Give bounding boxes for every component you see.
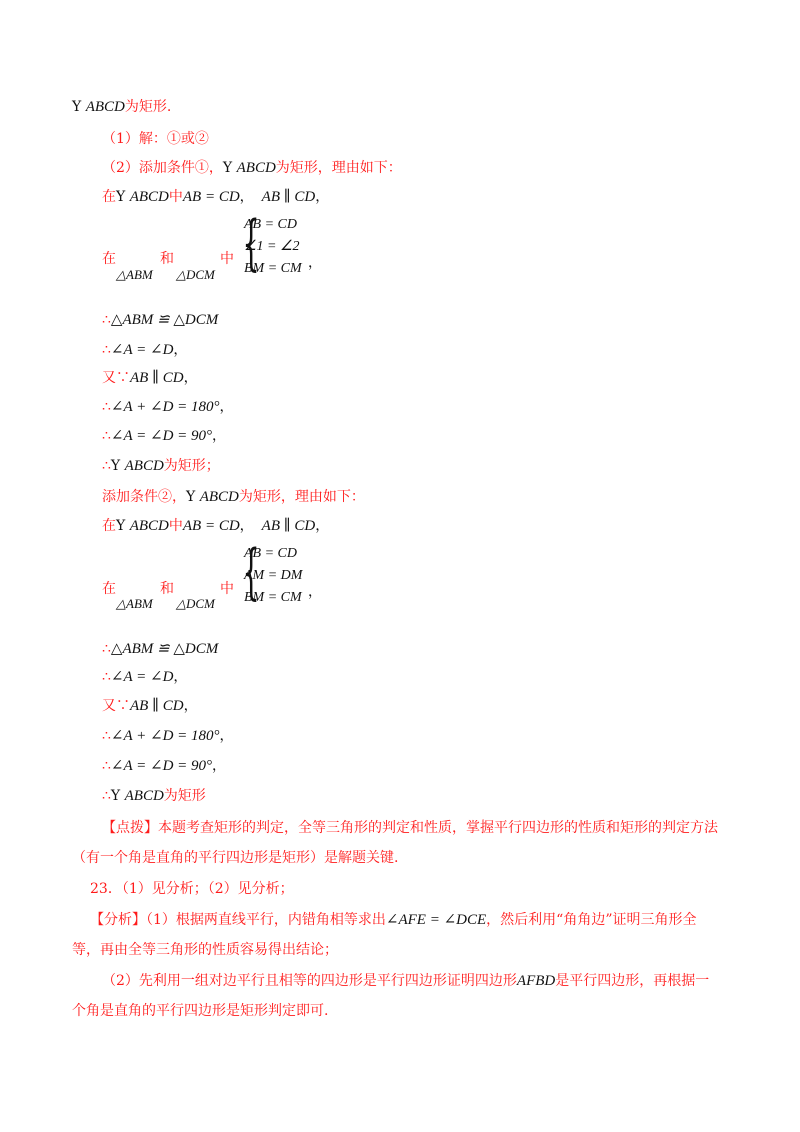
text-he: 和 bbox=[160, 251, 174, 267]
because-symbol: 又∵ bbox=[102, 370, 130, 386]
left-brace: { bbox=[242, 208, 260, 278]
comma: ， bbox=[315, 518, 330, 534]
math-row: AM = DM bbox=[244, 568, 303, 583]
math-angle: ∠AFE = ∠DCE bbox=[385, 912, 487, 928]
therefore-symbol: ∴ bbox=[102, 669, 111, 685]
comma: ， bbox=[212, 758, 227, 774]
line-17 bbox=[102, 757, 226, 775]
therefore-symbol: ∴ bbox=[102, 728, 111, 744]
math-eq: AB = CD bbox=[182, 189, 240, 205]
math-afbd: AFBD bbox=[516, 973, 556, 989]
analysis-line-1 bbox=[90, 911, 696, 929]
line-1 bbox=[72, 98, 171, 116]
math-row: BM = CM bbox=[244, 590, 302, 605]
analysis-line-3 bbox=[102, 972, 709, 990]
math: ∠A = ∠D bbox=[110, 669, 174, 685]
line-13 bbox=[102, 640, 218, 658]
line-7 bbox=[102, 369, 198, 387]
line-15 bbox=[102, 697, 198, 715]
text: 为矩形； bbox=[163, 458, 220, 474]
therefore-symbol: ∴ bbox=[102, 788, 111, 804]
because-symbol: 又∵ bbox=[102, 698, 130, 714]
math: ∠A = ∠D = 90° bbox=[110, 758, 213, 774]
math-triangle-abm: △ABM bbox=[116, 596, 153, 611]
line-14 bbox=[102, 668, 187, 686]
answer-1: （1）解：①或② bbox=[102, 131, 209, 147]
therefore-symbol: ∴ bbox=[102, 641, 111, 657]
parallelogram-symbol: Y bbox=[116, 518, 130, 534]
parallelogram-symbol: Y bbox=[110, 458, 125, 474]
analysis-line-4 bbox=[72, 1002, 328, 1020]
text: （2）添加条件①， bbox=[102, 160, 223, 176]
analysis-text: 等，再由全等三角形的性质容易得出结论； bbox=[72, 942, 338, 958]
text: 中 bbox=[168, 518, 183, 534]
therefore-symbol: ∴ bbox=[102, 758, 111, 774]
math-row: ∠1 = ∠2 bbox=[244, 239, 300, 254]
line-9 bbox=[102, 427, 226, 445]
line-11 bbox=[102, 488, 365, 506]
analysis-text: 个角是直角的平行四边形是矩形判定即可. bbox=[72, 1003, 329, 1019]
line-2 bbox=[102, 130, 209, 148]
text-zai: 在 bbox=[102, 581, 116, 597]
comma: ， bbox=[239, 189, 254, 205]
comma: ， bbox=[308, 584, 322, 600]
text: 中 bbox=[168, 189, 183, 205]
math-parallel: AB ∥ CD bbox=[261, 518, 316, 534]
comma: ， bbox=[212, 428, 227, 444]
comma: ， bbox=[183, 698, 198, 714]
math: ∠A + ∠D = 180° bbox=[110, 399, 220, 415]
math: ∠A + ∠D = 180° bbox=[110, 728, 220, 744]
math-triangle-dcm: △DCM bbox=[176, 267, 215, 282]
analysis-text: （2）先利用一组对边平行且相等的四边形是平行四边形证明四边形 bbox=[102, 973, 517, 989]
therefore-symbol: ∴ bbox=[102, 458, 111, 474]
math-congruent: △ABM ≌ △DCM bbox=[110, 641, 219, 657]
math-abcd: ABCD bbox=[129, 189, 169, 205]
math-abcd: ABCD bbox=[124, 788, 164, 804]
math-abcd: ABCD bbox=[129, 518, 169, 534]
text-zhong: 中 bbox=[220, 581, 234, 597]
comma: ， bbox=[183, 370, 198, 386]
line-12 bbox=[102, 517, 329, 535]
math-eq: AB = CD bbox=[182, 518, 240, 534]
math-triangle-dcm: △DCM bbox=[176, 596, 215, 611]
question-23 bbox=[90, 880, 294, 898]
hint-text: 【点拨】本题考查矩形的判定，全等三角形的判定和性质，掌握平行四边形的性质和矩形的判定方法 bbox=[102, 820, 718, 836]
line-6 bbox=[102, 341, 187, 359]
therefore-symbol: ∴ bbox=[102, 312, 111, 328]
left-brace: { bbox=[242, 537, 260, 607]
math-abcd: ABCD bbox=[124, 458, 164, 474]
line-8 bbox=[102, 398, 234, 416]
line-5 bbox=[102, 311, 218, 329]
question-text: 23．（1）见分析；（2）见分析； bbox=[90, 881, 294, 897]
parallelogram-symbol: Y bbox=[186, 489, 200, 505]
analysis-text: 是平行四边形，再根据一 bbox=[555, 973, 710, 989]
analysis-text: 【分析】（1）根据两直线平行，内错角相等求出 bbox=[90, 912, 386, 928]
comma: ， bbox=[308, 255, 322, 271]
math-abcd: ABCD bbox=[199, 489, 239, 505]
math-row: BM = CM bbox=[244, 261, 302, 276]
hint-paragraph-line-1 bbox=[102, 819, 718, 837]
comma: ， bbox=[219, 728, 234, 744]
text-zai: 在 bbox=[102, 251, 116, 267]
text: 为矩形，理由如下： bbox=[238, 489, 365, 505]
line-18 bbox=[102, 787, 206, 805]
comma: ， bbox=[173, 342, 188, 358]
therefore-symbol: ∴ bbox=[102, 428, 111, 444]
text: 为矩形 bbox=[163, 788, 206, 804]
parallelogram-symbol: Y bbox=[110, 788, 125, 804]
math-parallel: AB ∥ CD bbox=[261, 189, 316, 205]
parallelogram-symbol: Y bbox=[116, 189, 130, 205]
text-he: 和 bbox=[160, 581, 174, 597]
parallelogram-symbol: Y bbox=[72, 99, 86, 115]
analysis-line-2 bbox=[72, 941, 338, 959]
line-4 bbox=[102, 188, 329, 206]
comma: ， bbox=[315, 189, 330, 205]
therefore-symbol: ∴ bbox=[102, 342, 111, 358]
math: AB ∥ CD bbox=[130, 698, 184, 714]
math: ∠A = ∠D bbox=[110, 342, 174, 358]
math-abcd: ABCD bbox=[236, 160, 276, 176]
text: 在 bbox=[102, 189, 116, 205]
comma: ， bbox=[173, 669, 188, 685]
comma: ， bbox=[219, 399, 234, 415]
math: AB ∥ CD bbox=[130, 370, 184, 386]
text: 为矩形，理由如下： bbox=[275, 160, 402, 176]
comma: ， bbox=[239, 518, 254, 534]
text-zhong: 中 bbox=[220, 251, 234, 267]
text: 在 bbox=[102, 518, 116, 534]
line-16 bbox=[102, 727, 234, 745]
math-triangle-abm: △ABM bbox=[116, 267, 153, 282]
text: 添加条件②， bbox=[102, 489, 186, 505]
math-row: AB = CD bbox=[244, 546, 297, 561]
line-10 bbox=[102, 457, 220, 475]
text: 为矩形. bbox=[124, 99, 172, 115]
therefore-symbol: ∴ bbox=[102, 399, 111, 415]
line-3 bbox=[102, 159, 402, 177]
hint-text: （有一个角是直角的平行四边形是矩形）是解题关键. bbox=[72, 850, 399, 866]
parallelogram-symbol: Y bbox=[222, 160, 237, 176]
math-abcd: ABCD bbox=[85, 99, 125, 115]
hint-paragraph-line-2 bbox=[72, 849, 398, 867]
math-row: AB = CD bbox=[244, 217, 297, 232]
math-congruent: △ABM ≌ △DCM bbox=[110, 312, 219, 328]
math: ∠A = ∠D = 90° bbox=[110, 428, 213, 444]
analysis-text: ，然后利用“角角边”证明三角形全 bbox=[486, 912, 697, 928]
